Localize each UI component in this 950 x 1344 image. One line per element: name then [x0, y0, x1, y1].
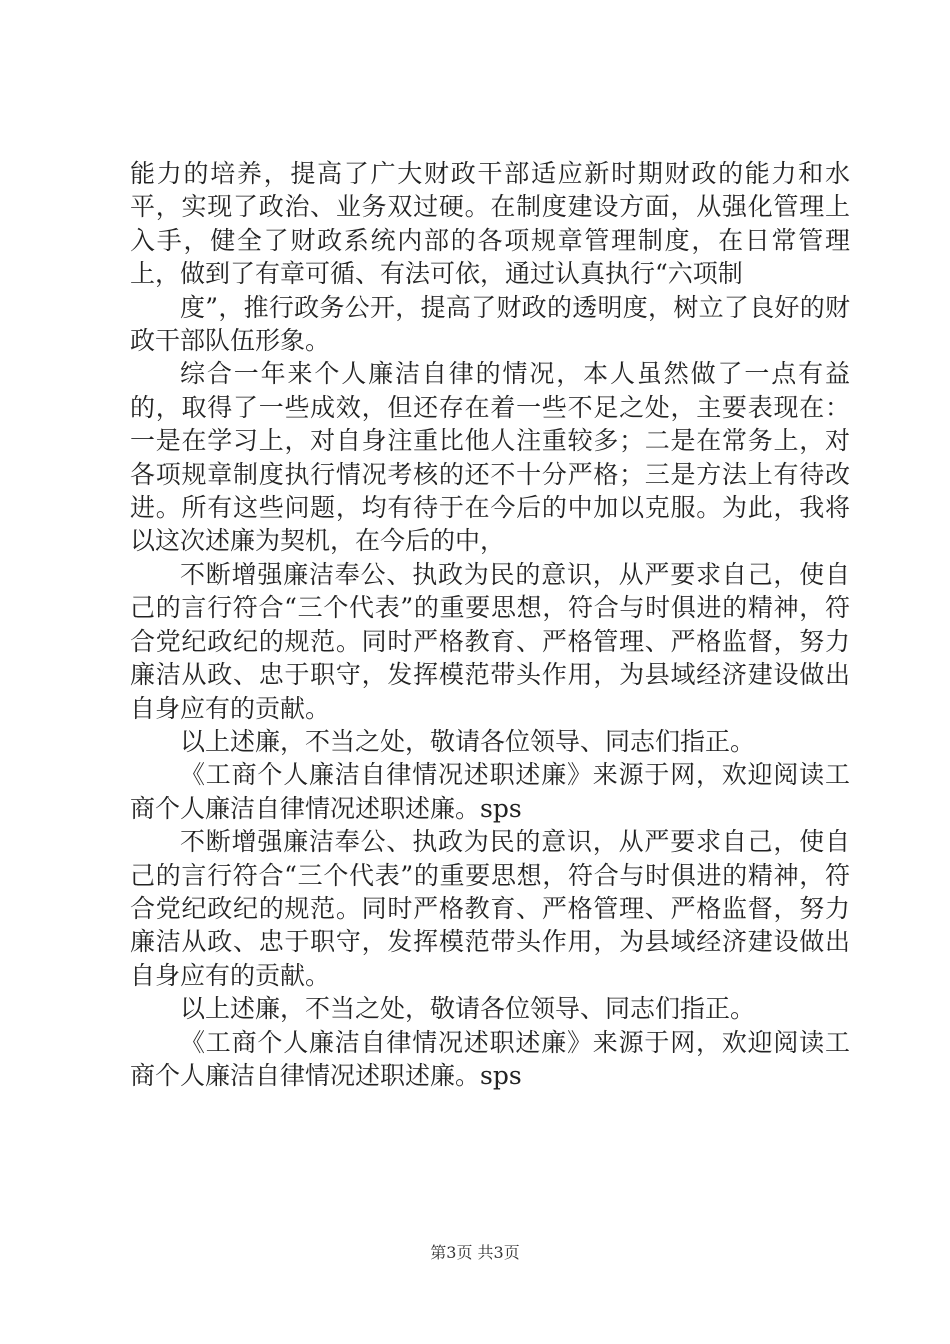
paragraph-7: 不断增强廉洁奉公、执政为民的意识，从严要求自己，使自己的言行符合“三个代表”的重要思想，符合与时俱进的精神，符合党纪政纪的规范。同时严格教育、严格管理、严格监督，努力廉洁从政、忠于职守，发挥模范带头作用，为县域经济建设做出自身应有的贡献。: [130, 827, 850, 990]
document-body: [130, 157, 850, 1092]
paragraph-5: 以上述廉，不当之处，敬请各位领导、同志们指正。: [180, 726, 756, 756]
paragraph-9: 《工商个人廉洁自律情况述职述廉》来源于网，欢迎阅读工商个人廉洁自律情况述职述廉。sps: [130, 1027, 850, 1090]
paragraph-3: 综合一年来个人廉洁自律的情况，本人虽然做了一点有益的，取得了一些成效，但还存在着一些不足之处，主要表现在：一是在学习上，对自身注重比他人注重较多；二是在常务上，对各项规章制度执行情况考核的还不十分严格；三是方法上有待改进。所有这些问题，均有待于在今后的中加以克服。为此，我将以这次述廉为契机，在今后的中，: [130, 359, 850, 556]
paragraph-6: 《工商个人廉洁自律情况述职述廉》来源于网，欢迎阅读工商个人廉洁自律情况述职述廉。sps: [130, 760, 850, 823]
page-footer: 第3页 共3页: [430, 1243, 520, 1262]
paragraph-8: 以上述廉，不当之处，敬请各位领导、同志们指正。: [180, 994, 756, 1024]
paragraph-1: 能力的培养，提高了广大财政干部适应新时期财政的能力和水平，实现了政治、业务双过硬。在制度建设方面，从强化管理上入手，健全了财政系统内部的各项规章管理制度，在日常管理上，做到了有章可循、有法可依，通过认真执行“六项制: [130, 159, 850, 289]
paragraph-4: 不断增强廉洁奉公、执政为民的意识，从严要求自己，使自己的言行符合“三个代表”的重要思想，符合与时俱进的精神，符合党纪政纪的规范。同时严格教育、严格管理、严格监督，努力廉洁从政、忠于职守，发挥模范带头作用，为县域经济建设做出自身应有的贡献。: [130, 559, 850, 723]
paragraph-2: 度”，推行政务公开，提高了财政的透明度，树立了良好的财政干部队伍形象。: [130, 292, 850, 356]
